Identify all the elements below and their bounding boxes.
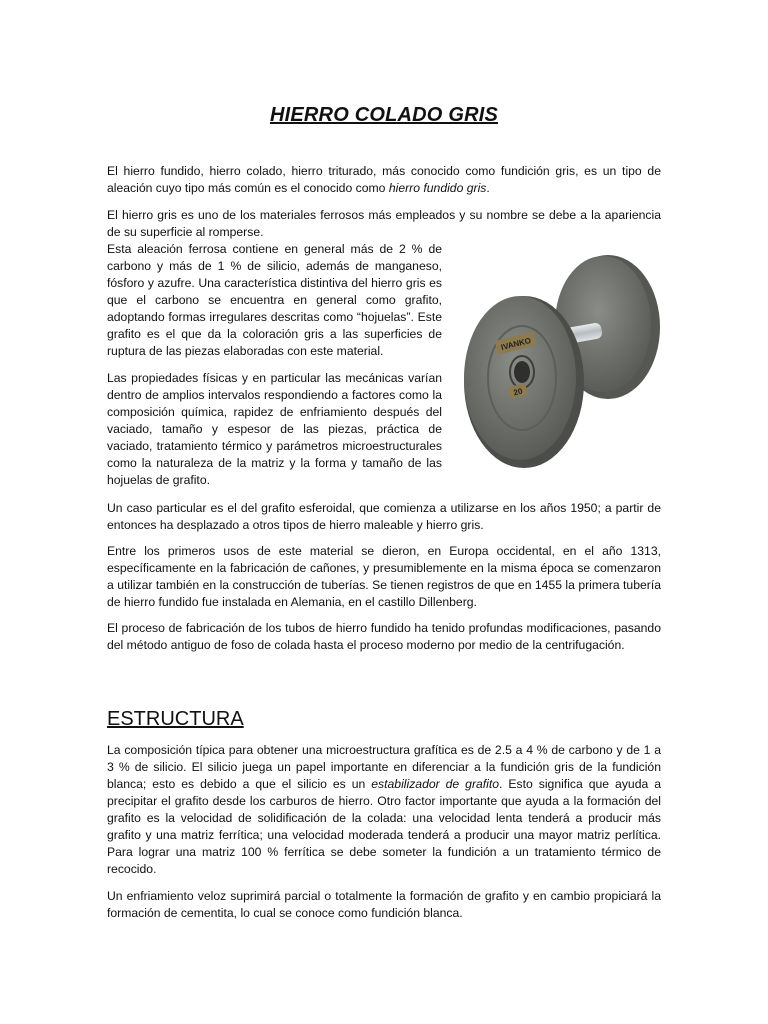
intro-paragraph-6: El proceso de fabricación de los tubos de hierro fundido ha tenido profundas modificaciones, pasando del método antiguo de foso de colada hasta el proceso moderno por medio de la centrifugación. bbox=[107, 621, 661, 652]
intro-paragraph-5: Entre los primeros usos de este material se dieron, en Europa occidental, en el año 1313, específicamente en la fabricación de cañones, y presumiblemente en la misma época se comenzaron a utilizar también en la construcción de tuberías. Se tienen registros de que en 1455 la primera tubería de hierro fundido fue instalada en Alemania, en el castillo Dillenberg. bbox=[107, 544, 661, 609]
page-title: HIERRO COLADO GRIS bbox=[269, 104, 499, 126]
dumbbell-figure bbox=[458, 232, 668, 484]
weight-label: 20 bbox=[512, 386, 524, 398]
intro-paragraph-2-wrap: Esta aleación ferrosa contiene en general más de 2 % de carbono y más de 1 % de silicio, además de manganeso, fósforo y azufre. Una característica distintiva del hierro gris es que el carbono se encuentra en general como grafito, adoptando formas irregulares descritas como “hojuelas”. Este grafito es el que da la coloración gris a las superficies de ruptura de las piezas elaboradas con este material. bbox=[107, 242, 442, 358]
section-heading: ESTRUCTURA bbox=[107, 708, 244, 730]
plate-hub bbox=[514, 361, 530, 383]
text-run: . bbox=[486, 181, 490, 195]
intro-paragraph-2: El hierro gris es uno de los materiales ferrosos más empleados y su nombre se debe a la apariencia de su superficie al romperse. bbox=[107, 208, 661, 239]
intro-paragraph-3: Las propiedades físicas y en particular las mecánicas varían dentro de amplios intervalos respondiendo a factores como la composición química, rapidez de enfriamiento después del vaciado, tamaño y espesor de las piezas, práctica de vaciado, tratamiento térmico y parámetros microestructurales como la naturaleza de la matriz y la forma y tamaño de las hojuelas de grafito. bbox=[107, 371, 442, 487]
text-run: El hierro fundido, hierro colado, hierro triturado, más conocido como fundición gris, es un tipo de aleación cuyo tipo más común es el conocido como bbox=[107, 164, 661, 195]
section-paragraph-2: Un enfriamiento veloz suprimirá parcial o totalmente la formación de grafito y en cambio propiciará la formación de cementita, lo cual se conoce como fundición blanca. bbox=[107, 889, 661, 920]
section-paragraph-1 bbox=[107, 742, 661, 878]
italic-term: estabilizador de grafito bbox=[371, 777, 500, 791]
brand-label: IVANKO bbox=[500, 335, 532, 353]
intro-paragraph-1 bbox=[107, 163, 661, 197]
text-run: . Esto significa que ayuda a precipitar el grafito desde los carburos de hierro. Otro factor importante que ayuda a la formación del grafito es la velocidad de solidificación de la colada: una velocidad lenta tenderá a producir más grafito y una matriz ferrítica; una velocidad moderada tenderá a producir una mayor matriz perlítica. Para lograr una matriz 100 % ferrítica se debe someter la fundición a un tratamiento térmico de recocido. bbox=[107, 777, 661, 876]
italic-term: hierro fundido gris bbox=[388, 181, 487, 195]
intro-paragraph-4: Un caso particular es el del grafito esferoidal, que comienza a utilizarse en los años 1950; a partir de entonces ha desplazado a otros tipos de hierro maleable y hierro gris. bbox=[107, 501, 661, 532]
dumbbell-icon bbox=[458, 232, 668, 484]
text-run: La composición típica para obtener una microestructura grafítica es de 2.5 a 4 % de carbono y de 1 a 3 % de silicio. El silicio juega un papel importante en diferenciar a la fundición gris de la fundición blanca; esto es debido a que el silicio es un bbox=[107, 743, 661, 791]
